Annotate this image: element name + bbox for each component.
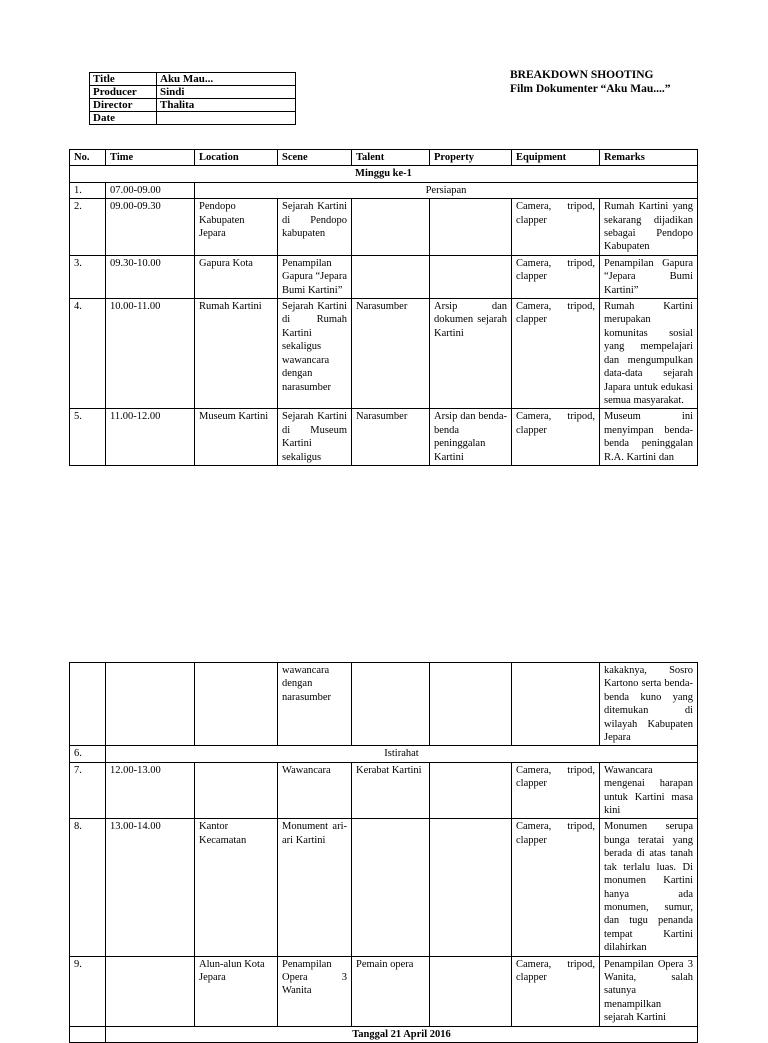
cell-no: 6. [70,746,106,762]
cell-time: 10.00-11.00 [106,299,195,409]
col-header: Property [430,150,512,166]
cell-equipment: Camera, tripod, clapper [512,956,600,1026]
cell-time: 09.00-09.30 [106,199,195,256]
breakdown-table-continued [69,662,698,1043]
cell-span: Istirahat [106,746,698,762]
cell-talent: Pemain opera [352,956,430,1026]
cell-location: Alun-alun Kota Jepara [195,956,278,1026]
date-label: Tanggal 21 April 2016 [106,1026,698,1042]
cell-equipment: Camera, tripod, clapper [512,819,600,956]
cell-scene: Penampilan Opera 3 Wanita [278,956,352,1026]
table-row [70,819,698,956]
cell-location: Rumah Kartini [195,299,278,409]
cell-equipment: Camera, tripod, clapper [512,199,600,256]
table-row [70,409,698,466]
cell-remarks: kakaknya, Sosro Kartono serta benda-benda kuno yang ditemukan di wilayah Kabupaten Jepara [600,663,698,746]
cell-scene: Penampilan Gapura “Jepara Bumi Kartini” [278,255,352,298]
cell-time: 07.00-09.00 [106,182,195,198]
cell-remarks: Museum ini menyimpan benda-benda peninggalan R.A. Kartini dan [600,409,698,466]
cell-no: 5. [70,409,106,466]
cell-no: 1. [70,182,106,198]
cell-talent [352,199,430,256]
meta-value: Sindi [157,86,296,99]
meta-label: Date [90,112,157,125]
cell-time: 11.00-12.00 [106,409,195,466]
cell-property: Arsip dan benda-benda peninggalan Kartini [430,409,512,466]
cell-scene: Wawancara [278,762,352,819]
week-row [70,166,698,182]
cell-time: 09.30-10.00 [106,255,195,298]
heading-subtitle: Film Dokumenter “Aku Mau....” [510,83,671,95]
breakdown-table [69,149,698,466]
cell-no: 3. [70,255,106,298]
meta-label: Title [90,73,157,86]
cell-no: 2. [70,199,106,256]
col-header: Talent [352,150,430,166]
cell-time: 13.00-14.00 [106,819,195,956]
cell-talent [352,255,430,298]
table-row [70,299,698,409]
cell-equipment: Camera, tripod, clapper [512,409,600,466]
cell-property [430,762,512,819]
meta-label: Producer [90,86,157,99]
cell-equipment: Camera, tripod, clapper [512,255,600,298]
table-row [70,199,698,256]
meta-value: Thalita [157,99,296,112]
meta-row-producer [90,86,296,99]
table-row [70,255,698,298]
cell-location: Pendopo Kabupaten Jepara [195,199,278,256]
cell-remarks: Wawancara mengenai harapan untuk Kartini masa kini [600,762,698,819]
cell-scene: Sejarah Kartini di Rumah Kartini sekaligus wawancara dengan narasumber [278,299,352,409]
meta-label: Director [90,99,157,112]
cell-remarks: Rumah Kartini merupakan komunitas sosial yang mempelajari dan mengumpulkan data-data sejarah Japara untuk edukasi semua masyarakat. [600,299,698,409]
cell-talent: Narasumber [352,299,430,409]
col-header: Equipment [512,150,600,166]
table-row [70,762,698,819]
meta-row-title [90,73,296,86]
cell-no: 4. [70,299,106,409]
col-header: Scene [278,150,352,166]
meta-row-date [90,112,296,125]
cell-property [430,199,512,256]
col-header: Location [195,150,278,166]
cell-property: Arsip dan dokumen sejarah Kartini [430,299,512,409]
table-row [70,182,698,198]
cell-talent [352,819,430,956]
table-row-continued [70,663,698,746]
cell-scene: Sejarah Kartini di Pendopo kabupaten [278,199,352,256]
cell-remarks: Penampilan Gapura “Jepara Bumi Kartini” [600,255,698,298]
cell-talent: Narasumber [352,409,430,466]
meta-value [157,112,296,125]
cell-property [430,819,512,956]
cell-equipment: Camera, tripod, clapper [512,762,600,819]
cell-scene: wawancara dengan narasumber [278,663,352,746]
date-row [70,1026,698,1042]
cell-remarks: Monumen serupa bunga teratai yang berada di atas tanah tak terlalu luas. Di monumen Kartini hanya ada monumen, sumur, dan tugu penanda tempat Kartini dilahirkan [600,819,698,956]
col-header: Time [106,150,195,166]
cell-property [430,255,512,298]
heading-title: BREAKDOWN SHOOTING [510,69,654,81]
col-header: Remarks [600,150,698,166]
cell-no: 7. [70,762,106,819]
table-row [70,956,698,1026]
table-row [70,746,698,762]
meta-table [89,72,296,125]
cell-location: Museum Kartini [195,409,278,466]
cell-no: 9. [70,956,106,1026]
cell-time: 12.00-13.00 [106,762,195,819]
cell-no: 8. [70,819,106,956]
cell-remarks: Rumah Kartini yang sekarang dijadikan sebagai Pendopo Kabupaten [600,199,698,256]
cell-location [195,762,278,819]
col-header: No. [70,150,106,166]
week-label: Minggu ke-1 [70,166,698,182]
table-header-row [70,150,698,166]
cell-scene: Monument ari-ari Kartini [278,819,352,956]
meta-value: Aku Mau... [157,73,296,86]
document-heading [510,68,670,96]
cell-scene: Sejarah Kartini di Museum Kartini sekaligus [278,409,352,466]
cell-equipment: Camera, tripod, clapper [512,299,600,409]
cell-span: Persiapan [195,182,698,198]
cell-location: Kantor Kecamatan [195,819,278,956]
cell-talent: Kerabat Kartini [352,762,430,819]
cell-time [106,956,195,1026]
cell-property [430,956,512,1026]
cell-remarks: Penampilan Opera 3 Wanita, salah satunya menampilkan sejarah Kartini [600,956,698,1026]
meta-row-director [90,99,296,112]
cell-location: Gapura Kota [195,255,278,298]
